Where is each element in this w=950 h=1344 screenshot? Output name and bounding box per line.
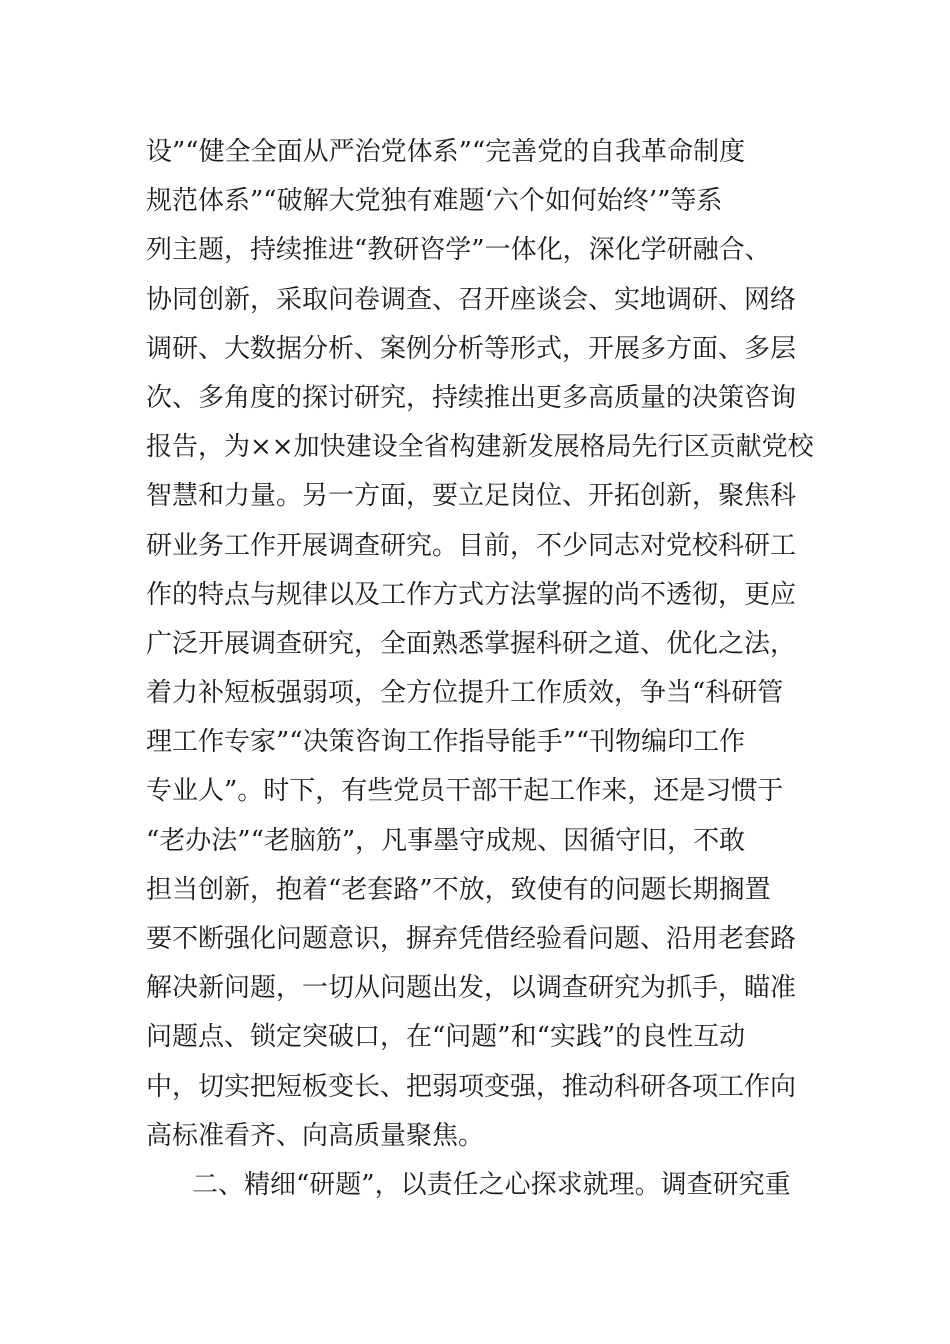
text-line-8: 智慧和力量。另一方面，要立足岗位、开拓创新，聚焦科 bbox=[146, 481, 797, 512]
text-line-2: 规范体系”“破解大党独有难题‘六个如何始终’”等系 bbox=[146, 186, 723, 217]
text-line-9: 研业务工作开展调查研究。目前，不少同志对党校科研工 bbox=[146, 530, 797, 561]
text-line-11: 广泛开展调查研究，全面熟悉掌握科研之道、优化之法， bbox=[146, 628, 797, 659]
text-line-3: 列主题，持续推进“教研咨学”一体化，深化学研融合、 bbox=[146, 235, 771, 266]
text-line-4: 协同创新，采取问卷调查、召开座谈会、实地调研、网络 bbox=[146, 284, 797, 315]
body-text bbox=[146, 128, 816, 1210]
text-line-17: 要不断强化问题意识，摒弃凭借经验看问题、沿用老套路 bbox=[146, 924, 797, 954]
text-line-12: 着力补短板强弱项，全方位提升工作质效，争当“科研管 bbox=[146, 678, 784, 709]
text-line-14: 专业人”。时下，有些党员干部干起工作来，还是习惯于 bbox=[146, 776, 784, 807]
text-line-21: 高标准看齐、向高质量聚焦。 bbox=[146, 1120, 485, 1151]
text-line-1: 设”“健全全面从严治党体系”“完善党的自我革命制度 bbox=[146, 137, 746, 167]
text-line-15: “老办法”“老脑筋”，凡事墨守成规、因循守旧，不敢 bbox=[146, 825, 746, 856]
section-two-heading-line: 二、精细“研题”，以责任之心探求就理。调查研究重 bbox=[192, 1169, 791, 1200]
text-line-16: 担当创新，抱着“老套路”不放，致使有的问题长期搁置 bbox=[146, 874, 771, 905]
text-line-19: 问题点、锁定突破口，在“问题”和“实践”的良性互动 bbox=[146, 1022, 746, 1053]
text-line-18: 解决新问题，一切从问题出发，以调查研究为抓手，瞄准 bbox=[146, 973, 797, 1004]
text-line-7: 报告，为××加快建设全省构建新发展格局先行区贡献党校 bbox=[146, 432, 814, 463]
text-line-6: 次、多角度的探讨研究，持续推出更多高质量的决策咨询 bbox=[146, 382, 797, 413]
text-line-20: 中，切实把短板变长、把弱项变强，推动科研各项工作向 bbox=[146, 1071, 797, 1102]
text-line-10: 作的特点与规律以及工作方式方法掌握的尚不透彻，更应 bbox=[146, 579, 797, 610]
text-line-13: 理工作专家”“决策咨询工作指导能手”“刊物编印工作 bbox=[146, 727, 746, 758]
text-line-5: 调研、大数据分析、案例分析等形式，开展多方面、多层 bbox=[146, 333, 797, 364]
